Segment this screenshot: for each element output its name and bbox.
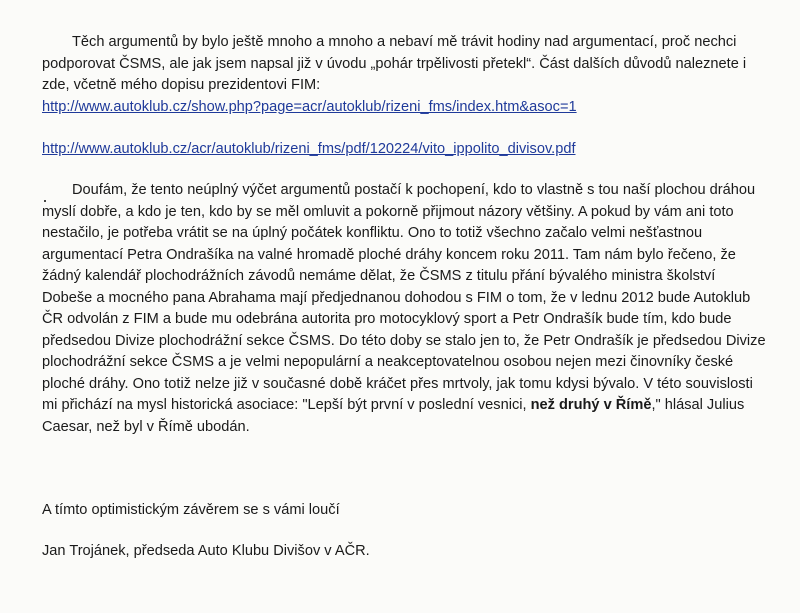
caesar-quote-bold: než druhý v Římě	[530, 397, 652, 413]
signature-text: Jan Trojánek, předseda Auto Klubu Divišov v AČR.	[42, 543, 370, 559]
link-autoklub-rizeni[interactable]: http://www.autoklub.cz/show.php?page=acr/autoklub/rizeni_fms/index.htm&asoc=1	[42, 98, 577, 115]
paragraph-conflict-text: Doufám, že tento neúplný výčet argumentů postačí k pochopení, kdo to vlastně s tou naší plochou dráhou myslí dobře, a kdo je ten, kdo by se měl omluvit a pokorně přijmout názory většiny. A pokud by vám ani toto nestačilo, je potřeba vrátit se na úplný počátek konfliktu. Ono to totiž všechno začalo velmi nešťastnou argumentací Petra Ondrašíka na valné hromadě ploché dráhy koncem roku 2011. Tam nám bylo řečeno, že žádný kalendář plochodrážních závodů nemáme dělat, že ČSMS z titulu přání bývalého ministra školství Dobeše a mocného pana Abrahama mají předjednanou dohodou s FIM o tom, že v lednu 2012 bude Autoklub ČR odvolán z FIM a bude mu odebrána autorita pro motocyklový sport a Petr Ondrašík bude tím, kdo bude předsedou Divize plochodrážní sekce ČSMS. Do této doby se stalo jen to, že Petr Ondrašík je předsedou Divize plochodrážní sekce ČSMS a je velmi nepopulární a neakceptovatelnou osobou nejen mezi činovníky české ploché dráhy. Ono totiž nelze již v současné době kráčet přes mrtvoly, jak tomu kdysi bývalo. V této souvislosti mi přichází na mysl historická asociace: "Lepší být první v poslední vesnici,	[42, 182, 766, 413]
closing-text: A tímto optimistickým závěrem se s vámi loučí	[42, 502, 340, 518]
paragraph-arguments-text: Těch argumentů by bylo ještě mnoho a mnoho a nebaví mě trávit hodiny nad argumentací, proč nechci podporovat ČSMS, ale jak jsem napsal již v úvodu „pohár trpělivosti přetekl“. Část dalších důvodů naleznete i zde, včetně mého dopisu prezidentovi FIM:	[42, 34, 747, 93]
paragraph-closing	[42, 500, 767, 522]
paragraph-arguments	[42, 32, 767, 118]
paragraph-link-pdf	[42, 139, 767, 161]
link-autoklub-pdf[interactable]: http://www.autoklub.cz/acr/autoklub/rizeni_fms/pdf/120224/vito_ippolito_divisov.pdf	[42, 141, 576, 157]
signature	[42, 541, 767, 563]
paragraph-conflict-end: ," hlásal Julius Caesar, než byl v Římě ubodán.	[42, 397, 745, 435]
paragraph-conflict	[42, 180, 767, 438]
